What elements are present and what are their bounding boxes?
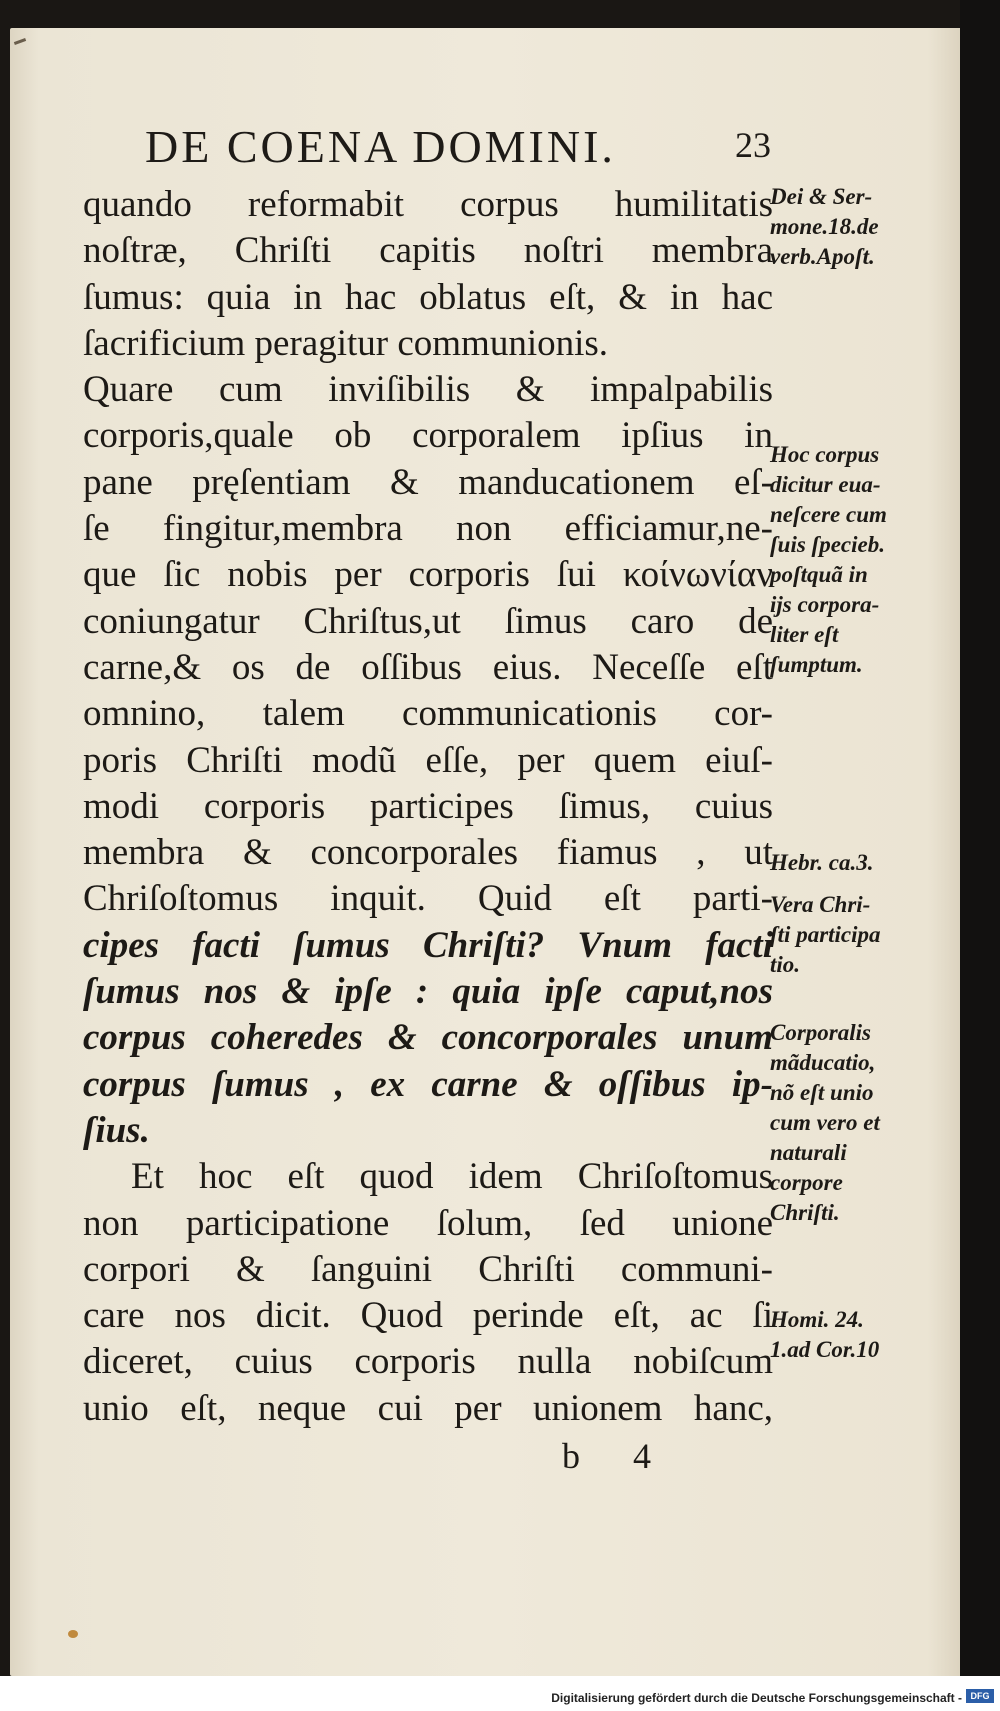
text-line-quote: corpus ſumus , ex carne & oſſibus ip- [83,1063,773,1105]
marginal-line: Chriſti. [770,1200,840,1225]
text-line: ſumus: quia in hac oblatus eſt, & in hac [83,276,773,318]
body-text [83,182,773,1432]
text-line: omnino, talem communicationis cor- [83,693,773,735]
text-line: poris Chriſti modũ eſſe, per quem eiuſ- [83,739,773,781]
marginal-note-2 [770,440,930,680]
text-line: Chriſoſtomus inquit. Quid eſt parti- [83,878,773,920]
text-line: quando reformabit corpus humilitatis [83,184,773,225]
marginal-line: neſcere cum [770,502,887,527]
text-line: noſtræ, Chriſti capitis noſtri membra [83,230,773,272]
marginal-note-5 [770,1018,930,1228]
funding-credit: Digitalisierung gefördert durch die Deutsche Forschungsgemeinschaft - [551,1691,962,1705]
marginal-line: tio. [770,952,801,977]
marginal-line: Homi. 24. [770,1307,864,1332]
ink-smudge [68,1630,78,1638]
text-line: non participatione ſolum, ſed unione [83,1202,773,1244]
marginal-line: ſti participa [770,922,881,947]
marginal-line: poſtquã in [770,562,868,587]
marginal-note-6 [770,1305,930,1365]
marginal-line: Hoc corpus [770,442,880,467]
scan-right-edge [960,0,1000,1711]
text-line: Et hoc eſt quod idem Chriſoſtomus [131,1156,773,1198]
text-line: diceret, cuius corporis nulla nobiſcum [83,1341,773,1383]
marginal-note-1 [770,182,930,272]
running-header: DE COENA DOMINI. [145,121,616,172]
text-line-quote: ſumus nos & ipſe : quia ipſe caput,nos [83,971,773,1013]
page-number: 23 [735,125,771,165]
text-line-quote: corpus coheredes & concorporales unum [83,1017,773,1059]
marginal-line: verb.Apoſt. [770,244,875,269]
marginal-line: ijs corpora- [770,592,880,617]
marginal-note-3 [770,848,930,878]
text-line-quote: ſius. [83,1109,150,1151]
marginal-line: mone.18.de [770,214,879,239]
text-line: corporis,quale ob corporalem ipſius in [83,415,773,457]
text-line: coniungatur Chriſtus,ut ſimus caro de [83,600,773,642]
text-line: ſacrificium peragitur communionis. [83,322,609,364]
text-line: Quare cum inviſibilis & impalpabilis [83,369,773,411]
text-line: corpori & ſanguini Chriſti communi- [83,1248,773,1290]
text-line: ſe fingitur,membra non efficiamur,ne- [83,508,773,550]
marginal-line: liter eſt [770,622,839,647]
marginal-line: ſuis ſpecieb. [770,532,885,557]
text-line: membra & concorporales fiamus , ut [83,832,773,874]
marginal-line: naturali [770,1140,847,1165]
text-line: unio eſt, neque cui per unionem hanc, [83,1387,773,1429]
marginal-line: nõ eſt unio [770,1080,874,1105]
text-line-quote: cipes facti ſumus Chriſti? Vnum facti [83,924,773,966]
marginal-line: ſumptum. [770,652,863,677]
marginal-line: dicitur eua- [770,472,881,497]
marginal-line: cum vero et [770,1110,880,1135]
text-line: carne,& os de oſſibus eius. Neceſſe eſt [83,646,773,688]
marginal-line: Hebr. ca.3. [770,850,874,875]
text-line: que ſic nobis per corporis ſui κοίνωνίαν [83,554,773,596]
dfg-logo: DFG [966,1689,994,1703]
text-line: modi corporis participes ſimus, cuius [83,785,773,827]
marginal-line: Corporalis [770,1020,871,1045]
signature-mark: b 4 [562,1436,673,1476]
text-line: care nos dicit. Quod perinde eſt, ac ſi [83,1295,773,1337]
marginal-line: corpore [770,1170,843,1195]
marginal-note-4 [770,890,930,980]
marginal-line: Dei & Ser- [770,184,873,209]
marginal-line: 1.ad Cor.10 [770,1337,880,1362]
text-line: pane pręſentiam & manducationem eſ- [83,461,773,503]
marginal-line: Vera Chri- [770,892,871,917]
marginal-line: mãducatio, [770,1050,876,1075]
